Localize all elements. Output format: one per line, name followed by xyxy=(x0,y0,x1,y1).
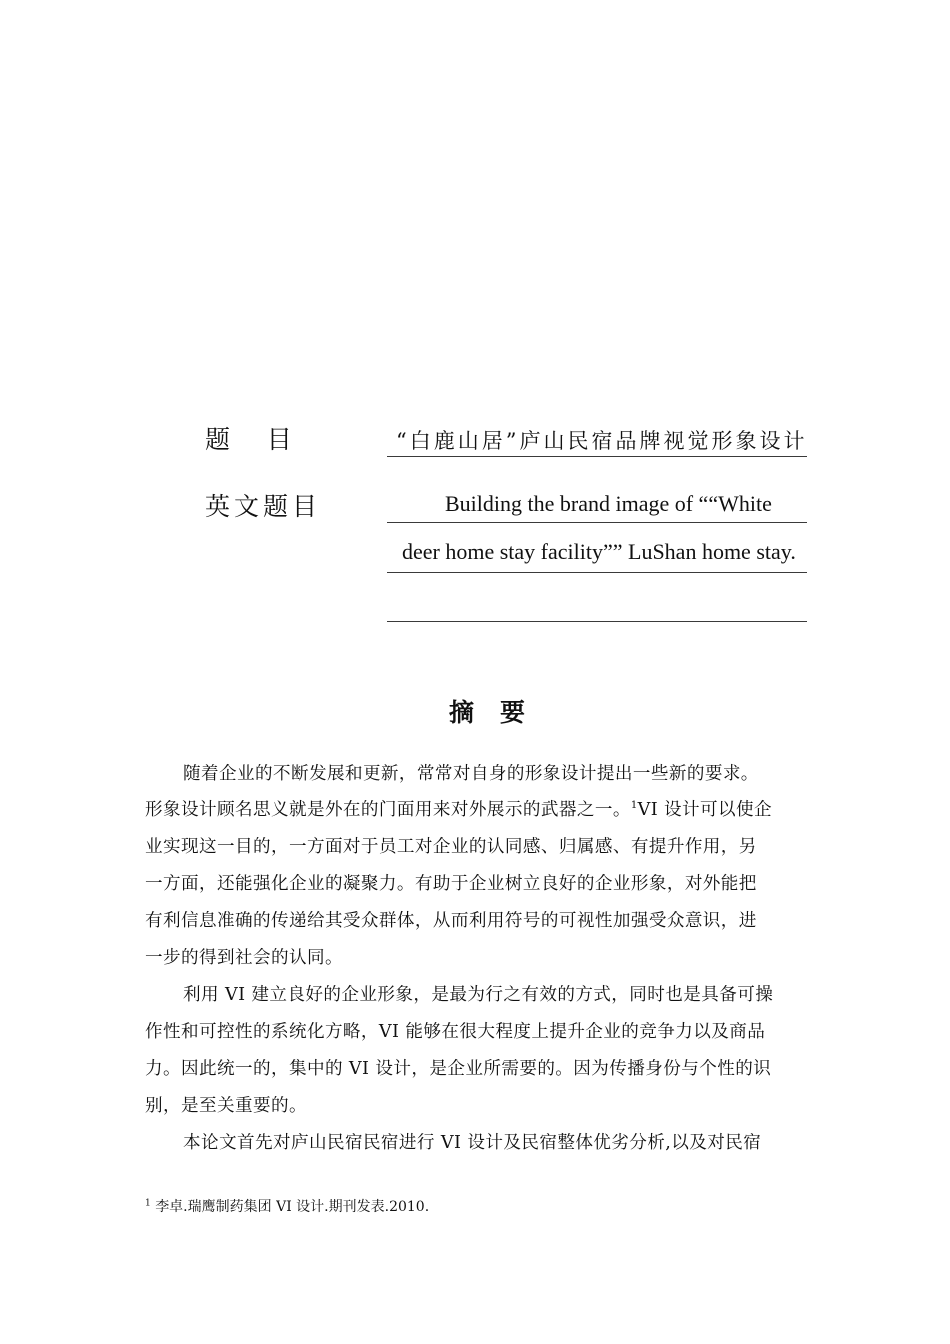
abstract-line-3: 业实现这一目的，一方面对于员工对企业的认同感、归属感、有提升作用，另 xyxy=(145,837,757,857)
english-title-line-1: Building the brand image of ““White xyxy=(445,491,772,516)
title-label: 题 目 xyxy=(205,425,293,454)
abstract-line-7: 利用 VI 建立良好的企业形象，是最为行之有效的方式，同时也是具备可操 xyxy=(183,985,774,1005)
footnote xyxy=(145,1196,429,1216)
footnote-mark: 1 xyxy=(145,1198,151,1209)
abstract-line-5: 有利信息准确的传递给其受众群体，从而利用符号的可视性加强受众意识，进 xyxy=(145,911,757,931)
english-title-label: 英文题目 xyxy=(205,492,322,521)
english-title-underline-2 xyxy=(387,572,807,573)
title-underline xyxy=(387,456,807,457)
footnote-text: 李卓.瑞鹰制药集团 VI 设计.期刊发表.2010. xyxy=(155,1199,430,1215)
english-title-line-2: deer home stay facility”” LuShan home stay. xyxy=(402,539,796,564)
abstract-line-2: 形象设计顾名思义就是外在的门面用来对外展示的武器之一。$^1$VI 设计可以使企 xyxy=(145,800,773,820)
abstract-line-4: 一方面，还能强化企业的凝聚力。有助于企业树立良好的企业形象，对外能把 xyxy=(145,874,757,894)
blank-underline xyxy=(387,621,807,622)
abstract-heading: 摘要 xyxy=(449,698,552,727)
abstract-line-11: 本论文首先对庐山民宿民宿进行 VI 设计及民宿整体优劣分析,以及对民宿 xyxy=(183,1133,762,1153)
chinese-title: “白鹿山居”庐山民宿品牌视觉形象设计 xyxy=(396,429,808,453)
english-title-underline-1 xyxy=(387,522,807,523)
abstract-line-10: 别，是至关重要的。 xyxy=(145,1096,307,1116)
abstract-line-1: 随着企业的不断发展和更新，常常对自身的形象设计提出一些新的要求。 xyxy=(183,764,759,784)
abstract-line-8: 作性和可控性的系统化方略，VI 能够在很大程度上提升企业的竞争力以及商品 xyxy=(145,1022,766,1042)
abstract-line-9: 力。因此统一的，集中的 VI 设计，是企业所需要的。因为传播身份与个性的识 xyxy=(145,1059,772,1079)
abstract-line-6: 一步的得到社会的认同。 xyxy=(145,948,343,968)
footnote-reference[interactable]: 1 xyxy=(630,800,638,812)
